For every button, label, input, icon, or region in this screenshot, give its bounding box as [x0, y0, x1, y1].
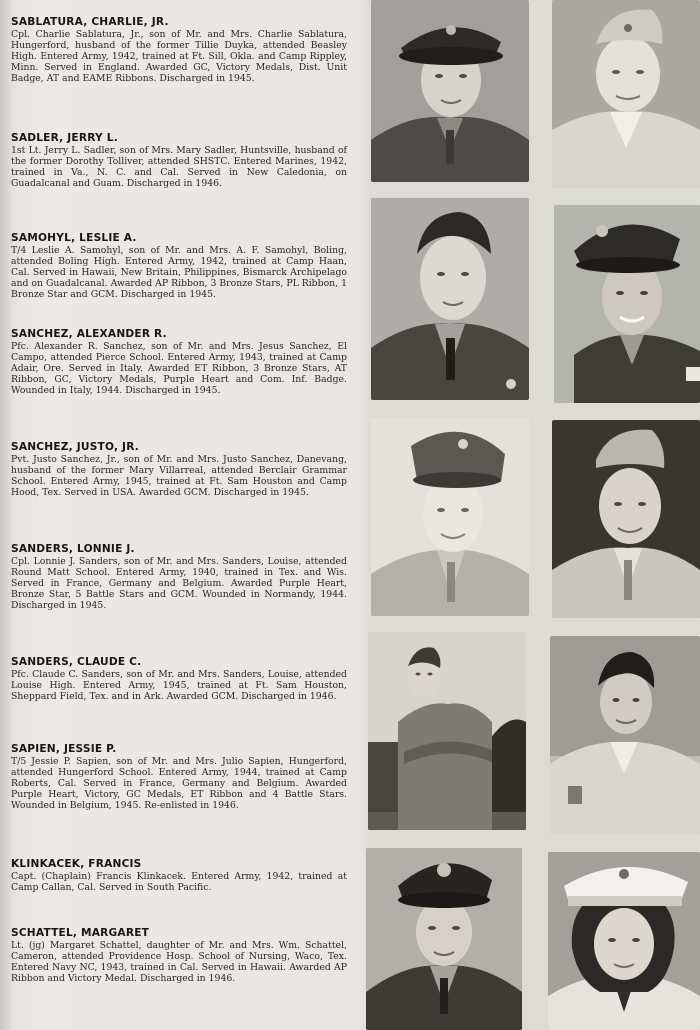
entry-name: SADLER, JERRY L. [11, 132, 118, 144]
entry-bio: Lt. (jg) Margaret Schattel, daughter of Mr. and Mrs. Wm. Schattel, Cameron, attended Providence Hosp. School of Nursing, Waco, Tex. Entered Navy NC, 1943, trained in Cal. Served in Hawaii. Awarded AP Ribbon and Victory Medal. Discharged in 1946. [11, 940, 347, 985]
portrait-klinkacek [366, 848, 522, 1030]
entry-bio: Capt. (Chaplain) Francis Klinkacek. Entered Army, 1942, trained at Camp Callan, Cal. Served in South Pacific. [11, 871, 347, 894]
entry-bio: Pfc. Alexander R. Sanchez, son of Mr. and Mrs. Jesus Sanchez, El Campo, attended Pierce School. Entered Army, 1943, trained at Camp Adair, Ore. Served in Italy. Awarded ET Ribbon, 3 Bronze Stars, AT Ribbon, GC, Victory Medals, Purple Heart and Com. Inf. Badge. Wounded in Italy, 1944. Discharged in 1945. [11, 341, 347, 397]
entry-bio: Cpl. Lonnie J. Sanders, son of Mr. and Mrs. Sanders, Louise, attended Round Matt School. Entered Army, 1940, trained in Tex. and Wis. Served in France, Germany and Belgium. Awarded Purple Heart, Bronze Star, 5 Battle Stars and GCM. Wounded in Normandy, 1944. Discharged in 1945. [11, 556, 347, 612]
portrait-sablatura [371, 0, 529, 182]
entry-name: SANDERS, CLAUDE C. [11, 656, 142, 668]
entry-name: KLINKACEK, FRANCIS [11, 858, 142, 870]
entry-sapien [11, 743, 347, 811]
portrait-sapien [550, 636, 700, 834]
entry-klinkacek [11, 858, 347, 893]
portrait-sadler [552, 0, 700, 188]
portrait-samohyl [371, 198, 529, 400]
portrait-sanders-claude [368, 632, 526, 830]
entry-name: SANDERS, LONNIE J. [11, 543, 135, 555]
entry-name: SABLATURA, CHARLIE, JR. [11, 16, 169, 28]
entry-samohyl [11, 232, 347, 300]
entry-bio: T/5 Jessie P. Sapien, son of Mr. and Mrs. Julio Sapien, Hungerford, attended Hungerford School. Entered Army, 1944, trained at Camp Roberts, Cal. Served in France, Germany and Belgium. Awarded Purple Heart, Victory, GC Medals, ET Ribbon and 4 Battle Stars. Wounded in Belgium, 1945. Re-enlisted in 1946. [11, 756, 347, 812]
entry-name: SAPIEN, JESSIE P. [11, 743, 117, 755]
entry-bio: 1st Lt. Jerry L. Sadler, son of Mrs. Mary Sadler, Huntsville, husband of the former Dorothy Tolliver, attended SHSTC. Entered Marines, 1942, trained in Va., N. C. and Cal. Served in New Caledonia, on Guadalcanal and Guam. Discharged in 1946. [11, 145, 347, 190]
entry-name: SCHATTEL, MARGARET [11, 927, 150, 939]
portrait-schattel [548, 852, 700, 1030]
entry-bio: T/4 Leslie A. Samohyl, son of Mr. and Mrs. A. F. Samohyl, Boling, attended Boling High. Entered Army, 1942, trained at Camp Haan, Cal. Served in Hawaii, New Britain, Philippines, Bismarck Archipelago and on Guadalcanal. Awarded AP Ribbon, 3 Bronze Stars, PL Ribbon, 1 Bronze Star and GCM. Discharged in 1945. [11, 245, 347, 301]
entry-sanders-lonnie [11, 543, 347, 611]
entry-sablatura [11, 16, 347, 84]
entry-sanders-claude [11, 656, 347, 702]
entry-bio: Cpl. Charlie Sablatura, Jr., son of Mr. and Mrs. Charlie Sablatura, Hungerford, husband of the former Tillie Duyka, attended Beasley High. Entered Army, 1942, trained at Ft. Sill, Okla. and Camp Rippley, Minn. Served in England. Awarded GC, Victory Medals, Dist. Unit Badge, AT and EAME Ribbons. Discharged in 1945. [11, 29, 347, 85]
entry-name: SAMOHYL, LESLIE A. [11, 232, 137, 244]
portrait-sanchez-alexander [554, 205, 700, 403]
entry-sadler [11, 132, 347, 189]
portrait-sanders-lonnie [552, 420, 700, 618]
entry-name: SANCHEZ, ALEXANDER R. [11, 328, 167, 340]
entry-bio: Pvt. Justo Sanchez, Jr., son of Mr. and Mrs. Justo Sanchez, Danevang, husband of the former Mary Villarreal, attended Berclair Grammar School. Entered Army, 1945, trained at Ft. Sam Houston and Camp Hood, Tex. Served in USA. Awarded GCM. Discharged in 1945. [11, 454, 347, 499]
entry-sanchez-alexander [11, 328, 347, 396]
entry-schattel [11, 927, 347, 984]
entry-bio: Pfc. Claude C. Sanders, son of Mr. and Mrs. Sanders, Louise, attended Louise High. Entered Army, 1945, trained at Ft. Sam Houston, Sheppard Field, Tex. and in Ark. Awarded GCM. Discharged in 1946. [11, 669, 347, 703]
entry-sanchez-justo [11, 441, 347, 498]
entry-name: SANCHEZ, JUSTO, JR. [11, 441, 139, 453]
portrait-sanchez-justo [371, 418, 529, 616]
